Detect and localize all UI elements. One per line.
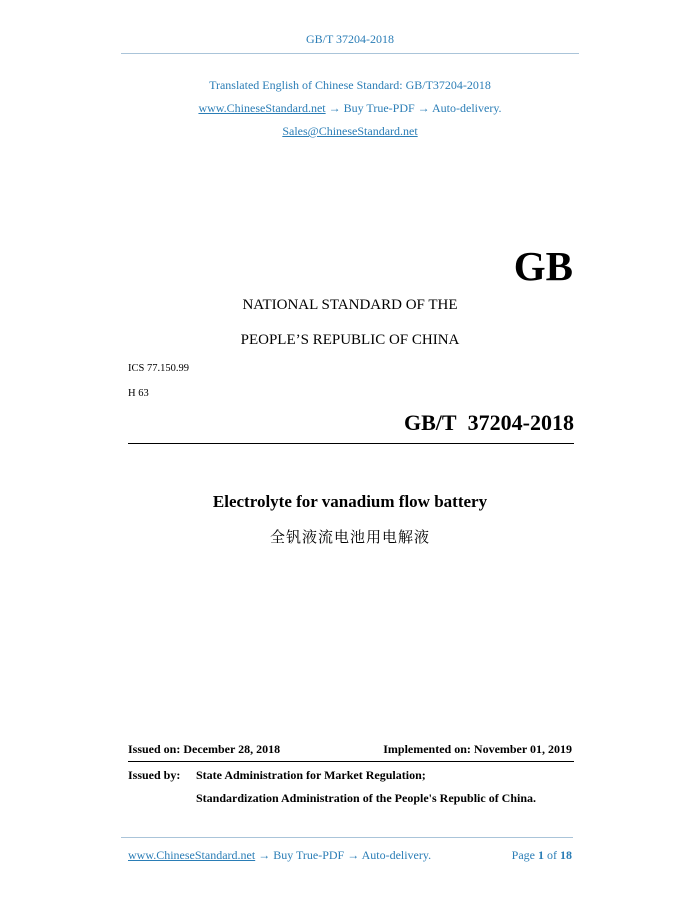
- implemented-on: Implemented on: November 01, 2019: [383, 742, 572, 756]
- footer-divider: [121, 837, 573, 838]
- footer-site-link[interactable]: www.ChineseStandard.net: [128, 848, 256, 862]
- footer-purchase-line: [128, 848, 431, 863]
- gb-mark: GB: [513, 243, 573, 289]
- issuer-1: State Administration for Market Regulation;: [196, 768, 426, 782]
- of-label: of: [547, 848, 557, 862]
- national-standard-line-1: NATIONAL STANDARD OF THE: [242, 297, 458, 313]
- email-line: [0, 124, 700, 139]
- chinese-title: 全钒液流电池用电解液: [269, 528, 430, 546]
- english-title: Electrolyte for vanadium flow battery: [212, 492, 488, 511]
- standard-number: GB/T 37204-2018: [403, 410, 574, 435]
- footer-buy-text: → Buy True-PDF → Auto-delivery.: [258, 848, 432, 862]
- page-label: Page: [511, 848, 535, 862]
- issued-on: Issued on: December 28, 2018: [128, 742, 281, 756]
- dates-rule: [128, 761, 574, 762]
- classification-code: H 63: [128, 388, 149, 399]
- running-header: GB/T 37204-2018: [305, 32, 395, 46]
- page-indicator: [512, 848, 572, 863]
- site-link[interactable]: www.ChineseStandard.net: [198, 101, 326, 115]
- ics-code: ICS 77.150.99: [128, 363, 189, 374]
- issued-by-label: Issued by:: [128, 768, 181, 782]
- translation-note: Translated English of Chinese Standard: GB/T37204-2018: [209, 78, 491, 92]
- email-link[interactable]: Sales@ChineseStandard.net: [282, 124, 418, 138]
- title-rule: [128, 443, 574, 444]
- national-standard-line-2: PEOPLE’S REPUBLIC OF CHINA: [240, 332, 460, 348]
- page-number: 1: [538, 848, 544, 862]
- issuer-2: Standardization Administration of the People's Republic of China.: [196, 791, 537, 805]
- page-total: 18: [560, 848, 572, 862]
- header-divider: [121, 53, 579, 54]
- buy-text: → Buy True-PDF → Auto-delivery.: [328, 101, 502, 115]
- purchase-line: [0, 101, 700, 116]
